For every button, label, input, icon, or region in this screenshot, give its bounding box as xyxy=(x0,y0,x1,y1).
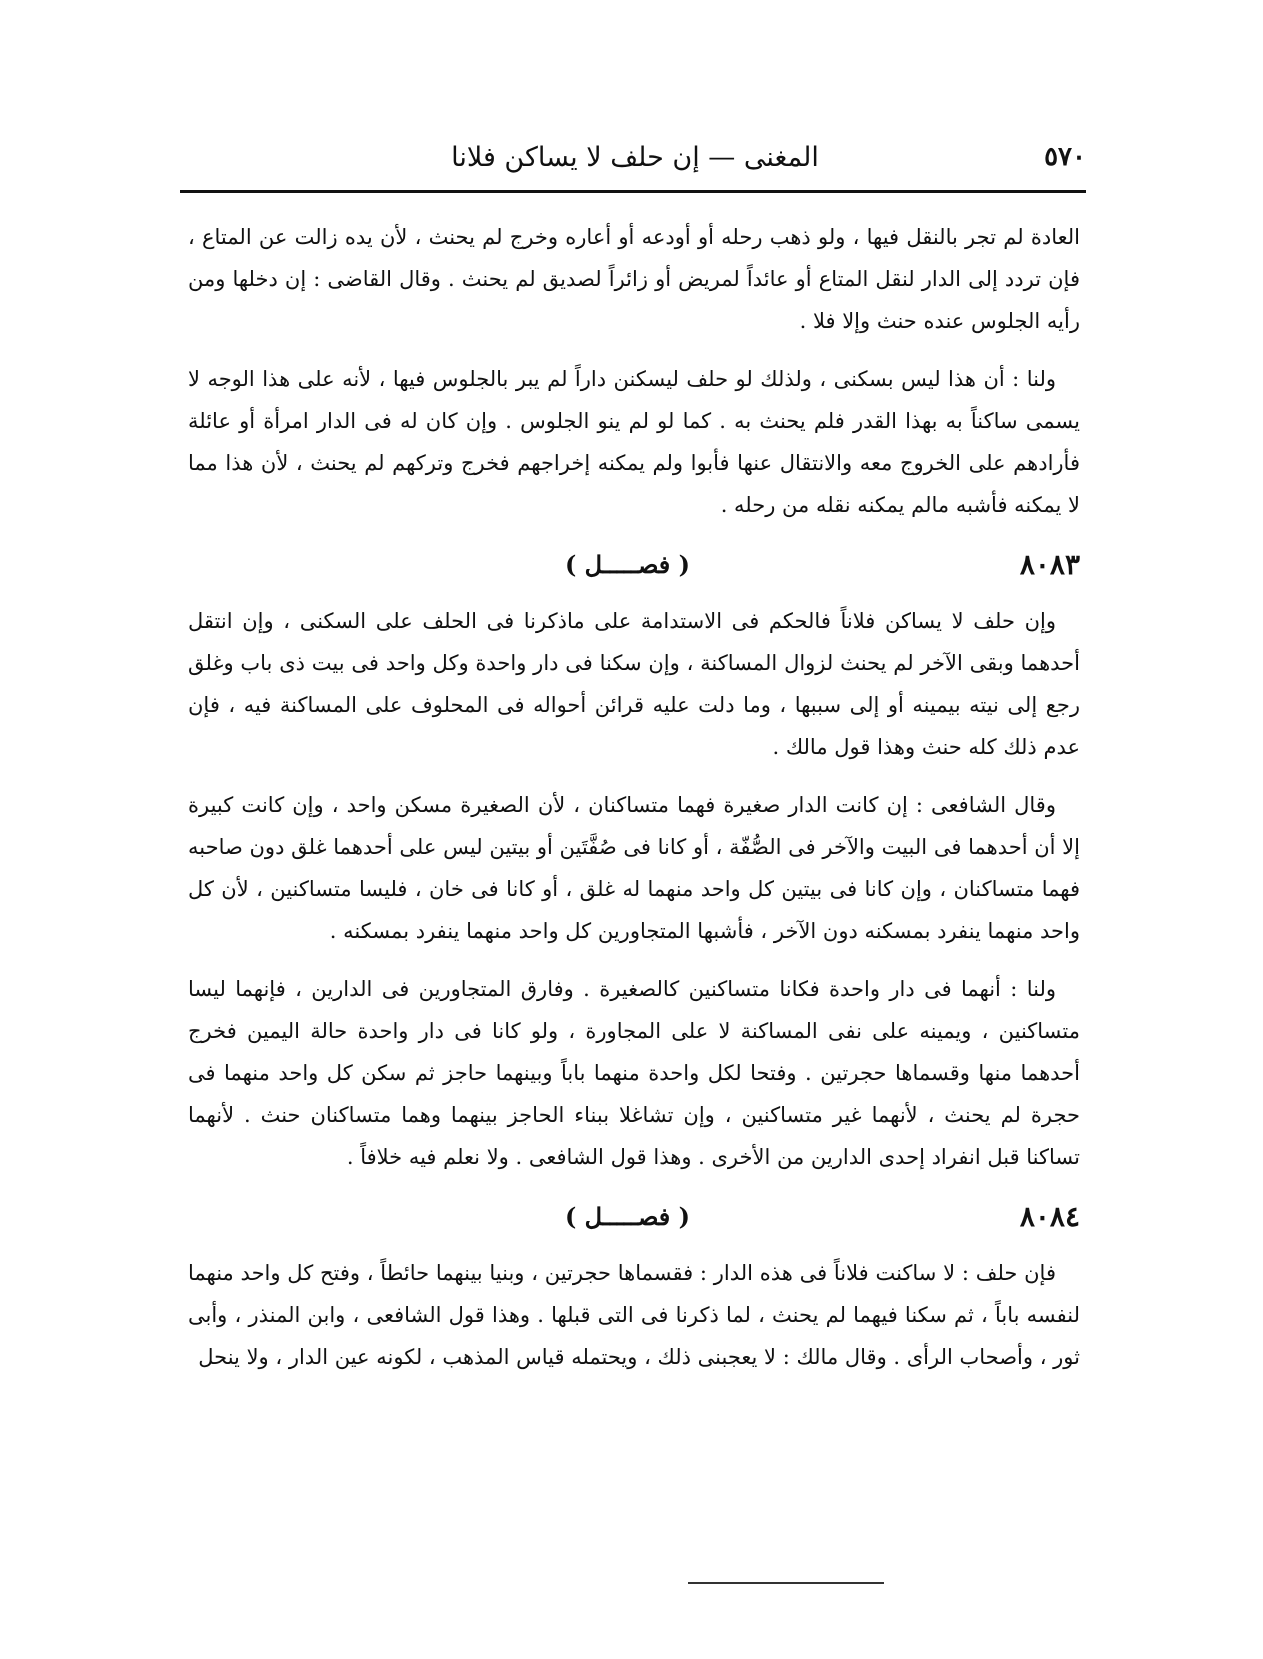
header-rule xyxy=(180,190,1086,193)
section-heading xyxy=(188,1194,1080,1242)
paragraph: فإن حلف : لا ساكنت فلاناً فى هذه الدار : فقسماها حجرتين ، وبنيا بينهما حائطاً ، وفتح كل واحد منهما لنفسه باباً ، ثم سكنا فيهما لم يحنث ، لما ذكرنا فى التى قبلها . وهذا قول الشافعى ، وابن المنذر ، وأبى ثور ، وأصحاب الرأى . وقال مالك : لا يعجبنى ذلك ، ويحتمله قياس المذهب ، لكونه عين الدار ، ولا ينحل xyxy=(188,1261,1080,1369)
running-title: المغنى — إن حلف لا يساكن فلانا xyxy=(451,142,819,173)
paragraph: ولنا : أن هذا ليس بسكنى ، ولذلك لو حلف ليسكنن داراً لم يبر بالجلوس فيها ، لأنه على هذا الوجه لا يسمى ساكناً به بهذا القدر فلم يحنث به . كما لو لم ينو الجلوس . وإن كان له فى الدار امرأة أو عائلة فأرادهم على الخروج معه والانتقال عنها فأبوا ولم يمكنه إخراجهم فخرج وتركهم لم يحنث ، لأن هذا مما لا يمكنه فأشبه مالم يمكنه نقله من رحله . xyxy=(188,367,1080,517)
footer-rule xyxy=(688,1582,884,1584)
paragraph: العادة لم تجر بالنقل فيها ، ولو ذهب رحله أو أودعه أو أعاره وخرج لم يحنث ، لأن يده زالت عن المتاع ، فإن تردد إلى الدار لنقل المتاع أو عائداً لمريض أو زائراً لصديق لم يحنث . وقال القاضى : إن دخلها ومن رأيه الجلوس عنده حنث وإلا فلا . xyxy=(188,225,1080,333)
section-number: ٨٠٨٣ xyxy=(1019,548,1080,581)
page-body xyxy=(188,216,1080,1394)
paragraph: وإن حلف لا يساكن فلاناً فالحكم فى الاستدامة على ماذكرنا فى الحلف على السكنى ، وإن انتقل أحدهما وبقى الآخر لم يحنث لزوال المساكنة ، وإن سكنا فى دار واحدة وكل واحد فى بيت ذى باب وغلق رجع إلى نيته بيمينه أو إلى سببها ، وما دلت عليه قرائن أحواله فى المحلوف على المساكنة فيه ، فإن عدم ذلك كله حنث وهذا قول مالك . xyxy=(188,609,1080,759)
section-title: ( فصـــــل ) xyxy=(564,1202,690,1231)
paragraph: ولنا : أنهما فى دار واحدة فكانا متساكنين كالصغيرة . وفارق المتجاورين فى الدارين ، فإنهما ليسا متساكنين ، ويمينه على نفى المساكنة لا على المجاورة ، ولو كانا فى دار واحدة حالة اليمين فخرج أحدهما منها وقسماها حجرتين . وفتحا لكل واحدة منهما باباً وبينهما حاجز ثم سكن كل واحد منهما فى حجرة لم يحنث ، لأنهما غير متساكنين ، وإن تشاغلا ببناء الحاجز بينهما وهما متساكنان حنث . لأنهما تساكنا قبل انفراد إحدى الدارين من الأخرى . وهذا قول الشافعى . ولا نعلم فيه خلافاً . xyxy=(188,977,1080,1169)
section-number: ٨٠٨٤ xyxy=(1019,1200,1080,1233)
page-number: ٥٧٠ xyxy=(1044,142,1086,172)
section-heading xyxy=(188,542,1080,590)
page-header xyxy=(184,136,1086,186)
paragraph: وقال الشافعى : إن كانت الدار صغيرة فهما متساكنان ، لأن الصغيرة مسكن واحد ، وإن كانت كبيرة إلا أن أحدهما فى البيت والآخر فى الصُّفّة ، أو كانا فى صُفَّتَين أو بيتين ليس على أحدهما غلق دون صاحبه فهما متساكنان ، وإن كانا فى بيتين كل واحد منهما له غلق ، أو كانا فى خان ، فليسا متساكنين ، لأن كل واحد منهما ينفرد بمسكنه دون الآخر ، فأشبها المتجاورين كل واحد منهما ينفرد بمسكنه . xyxy=(188,793,1080,943)
section-title: ( فصـــــل ) xyxy=(564,550,690,579)
